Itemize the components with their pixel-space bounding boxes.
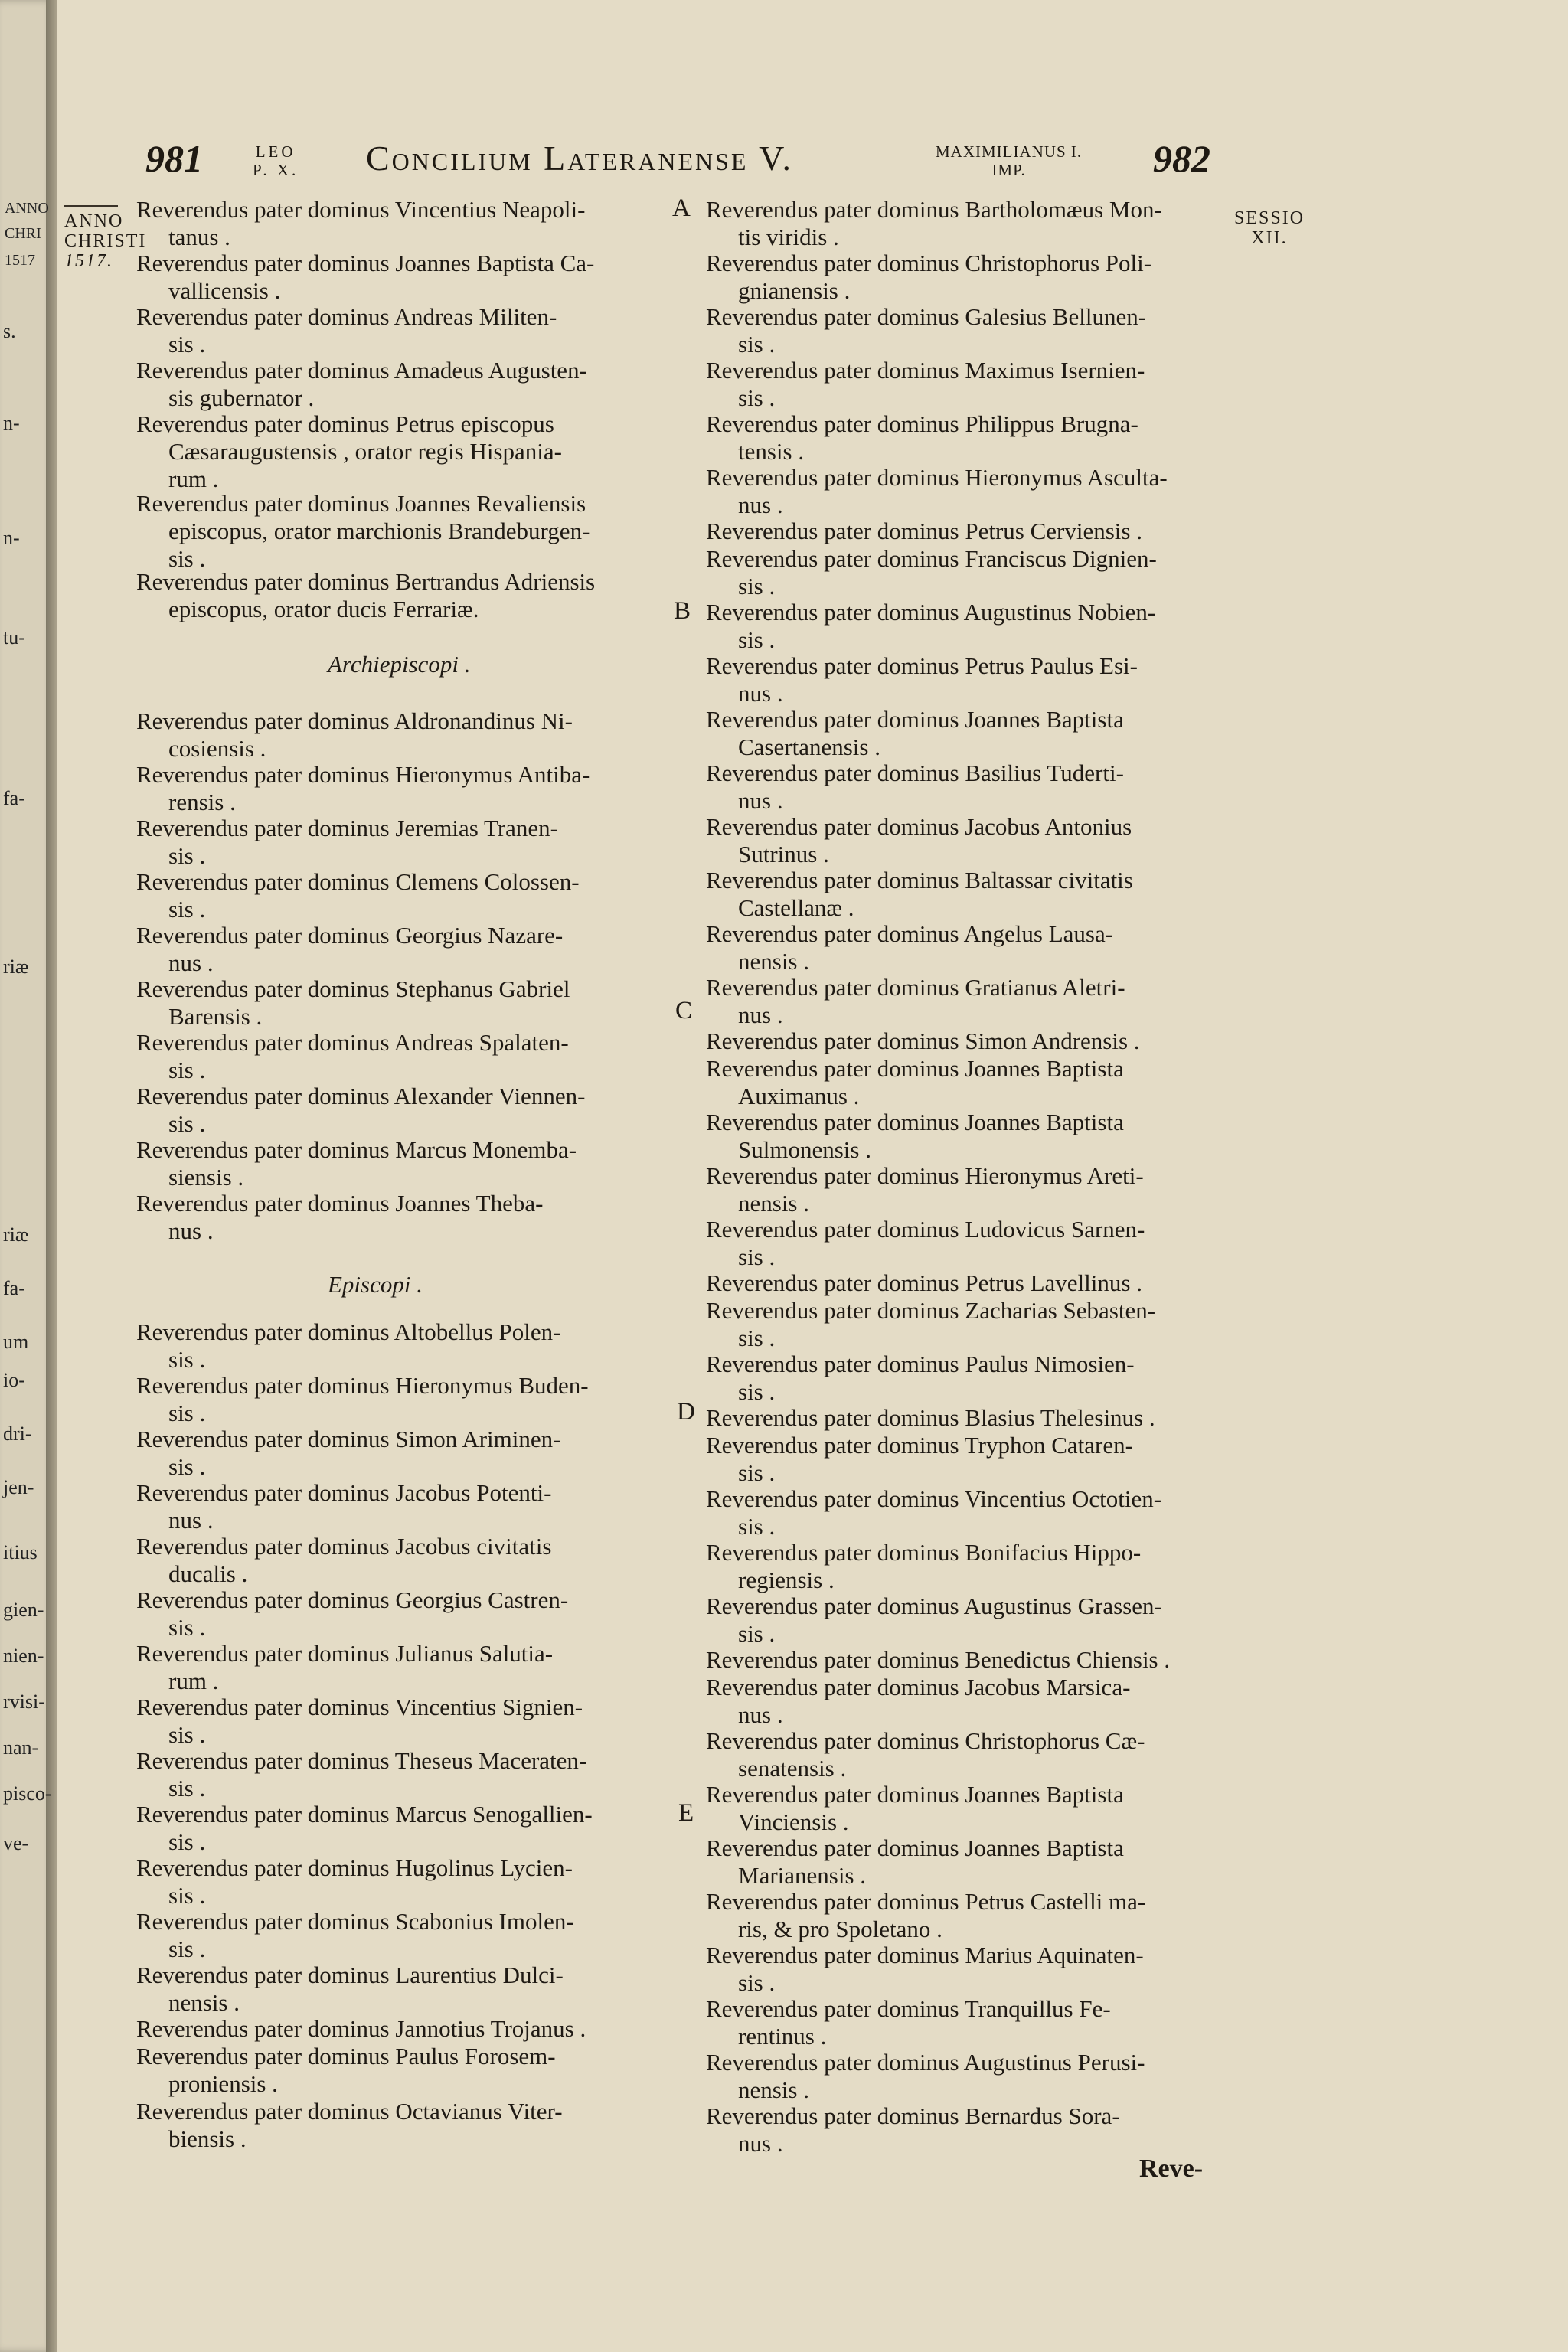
- entry-line: proniensis .: [168, 2070, 278, 2097]
- entry-line: Reverendus pater dominus Andreas Spalaten-: [136, 1029, 569, 1056]
- list-entry: [706, 1109, 1124, 1164]
- entry-line: Reverendus pater dominus Hieronymus Antiba-: [136, 761, 590, 788]
- facing-page-fragment: fa-: [3, 787, 25, 809]
- list-entry: [706, 464, 1168, 519]
- entry-line: nus .: [738, 1701, 783, 1728]
- list-entry: [706, 1995, 1111, 2050]
- facing-page-fragment: ANNO: [5, 200, 49, 217]
- entry-line: nensis .: [168, 1989, 240, 2016]
- facing-page-fragment: nien-: [3, 1645, 44, 1667]
- list-entry: [706, 1781, 1124, 1836]
- list-entry: [706, 1269, 1142, 1297]
- entry-line: Castellanæ .: [738, 894, 854, 921]
- entry-line: Reverendus pater dominus Petrus episcopus: [136, 410, 554, 437]
- list-entry: [136, 357, 587, 412]
- entry-line: Auximanus .: [738, 1083, 860, 1109]
- facing-page-fragment: n-: [3, 412, 20, 434]
- entry-line: sis .: [168, 1775, 206, 1802]
- entry-line: Reverendus pater dominus Baltassar civitatis: [706, 867, 1133, 893]
- entry-line: sis .: [168, 1614, 206, 1641]
- entry-line: Vinciensis .: [738, 1808, 849, 1835]
- entry-line: Reverendus pater dominus Simon Andrensis .: [706, 1027, 1140, 1054]
- entry-line: sis .: [168, 1400, 206, 1426]
- section-letter: C: [675, 997, 693, 1024]
- entry-line: Reverendus pater dominus Galesius Bellunen-: [706, 303, 1147, 330]
- list-entry: [136, 250, 594, 305]
- entry-line: Reverendus pater dominus Joannes Revaliensis: [136, 490, 586, 517]
- list-entry: [706, 1216, 1145, 1271]
- entry-line: Reverendus pater dominus Joannes Baptista Ca-: [136, 250, 595, 276]
- list-entry: [706, 1592, 1162, 1648]
- anno-label: ANNO: [64, 211, 124, 231]
- entry-line: Reverendus pater dominus Altobellus Polen-: [136, 1318, 561, 1345]
- facing-page-fragment: s.: [3, 320, 16, 342]
- entry-line: Reverendus pater dominus Joannes Baptista: [706, 1109, 1124, 1135]
- entry-line: Reverendus pater dominus Joannes Baptista: [706, 1055, 1124, 1082]
- entry-line: nus .: [738, 1001, 783, 1028]
- entry-line: vallicensis .: [168, 277, 281, 304]
- list-entry: [136, 1136, 577, 1191]
- anno-christi-note: [64, 211, 146, 271]
- list-entry: [706, 706, 1124, 761]
- entry-line: Reverendus pater dominus Marcus Senogallien-: [136, 1801, 593, 1828]
- entry-line: Reverendus pater dominus Augustinus Grassen-: [706, 1592, 1162, 1619]
- entry-line: Reverendus pater dominus Basilius Tuderti-: [706, 760, 1124, 786]
- list-entry: [706, 1027, 1140, 1055]
- entry-line: episcopus, orator ducis Ferrariæ.: [168, 596, 479, 622]
- list-entry: [706, 2049, 1145, 2104]
- entry-line: rum .: [168, 466, 219, 492]
- list-entry: [136, 1372, 589, 1427]
- facing-page-fragment: rvisi-: [3, 1690, 45, 1713]
- facing-page-fragment: itius: [3, 1541, 38, 1563]
- entry-line: sis .: [168, 842, 206, 869]
- entry-line: Reverendus pater dominus Bertrandus Adriensis: [136, 568, 596, 595]
- entry-line: Reverendus pater dominus Theseus Maceraten-: [136, 1747, 587, 1774]
- list-entry: [136, 707, 573, 763]
- facing-page-fragment: um: [3, 1331, 29, 1353]
- entry-line: Reverendus pater dominus Scabonius Imolen-: [136, 1908, 574, 1935]
- emperor-label: [936, 142, 1082, 179]
- entry-line: nus .: [168, 1217, 214, 1244]
- list-entry: [706, 1432, 1133, 1487]
- entry-line: Reverendus pater dominus Benedictus Chiensis .: [706, 1646, 1171, 1673]
- entry-line: Barensis .: [168, 1003, 263, 1030]
- facing-page-fragment: 1517: [5, 252, 35, 269]
- entry-line: Sutrinus .: [738, 841, 829, 867]
- entry-line: sis .: [738, 1378, 776, 1405]
- entry-line: Reverendus pater dominus Philippus Brugna-: [706, 410, 1138, 437]
- facing-page-fragment: io-: [3, 1369, 25, 1391]
- entry-line: Reverendus pater dominus Gratianus Aletri-: [706, 974, 1125, 1001]
- list-entry: [136, 2098, 563, 2153]
- list-entry: [136, 975, 570, 1031]
- year-label: 1517.: [64, 251, 113, 271]
- entry-line: Reverendus pater dominus Augustinus Perusi-: [706, 2049, 1145, 2076]
- entry-line: sis .: [168, 1346, 206, 1373]
- entry-line: Reverendus pater dominus Hugolinus Lycien-: [136, 1854, 573, 1881]
- entry-line: nus .: [738, 492, 783, 518]
- entry-line: sis .: [168, 896, 206, 923]
- entry-line: Reverendus pater dominus Georgius Nazare-: [136, 922, 564, 949]
- facing-page-fragment: dri-: [3, 1423, 32, 1445]
- list-entry: [136, 1029, 569, 1084]
- entry-line: Reverendus pater dominus Stephanus Gabriel: [136, 975, 570, 1002]
- list-entry: [706, 1351, 1135, 1406]
- entry-line: Reverendus pater dominus Jannotius Trojanus .: [136, 2015, 586, 2042]
- entry-line: Reverendus pater dominus Vincentius Signien-: [136, 1694, 583, 1720]
- entry-line: sis .: [738, 1513, 776, 1540]
- sessio-label: SESSIO: [1234, 208, 1305, 228]
- entry-line: sis .: [738, 626, 776, 653]
- entry-line: sis .: [168, 1828, 206, 1855]
- entry-line: Reverendus pater dominus Bartholomæus Mon-: [706, 196, 1162, 223]
- list-entry: [136, 410, 562, 493]
- entry-line: Reverendus pater dominus Clemens Colossen-: [136, 868, 580, 895]
- entry-line: Reverendus pater dominus Paulus Nimosien-: [706, 1351, 1135, 1377]
- entry-line: sis .: [738, 1243, 776, 1270]
- list-entry: [706, 652, 1138, 707]
- entry-line: Reverendus pater dominus Julianus Salutia-: [136, 1640, 554, 1667]
- entry-line: Reverendus pater dominus Zacharias Sebasten-: [706, 1297, 1156, 1324]
- section-letter: D: [677, 1398, 695, 1426]
- list-entry: [706, 867, 1133, 922]
- list-entry: [136, 1426, 560, 1481]
- entry-line: rum .: [168, 1668, 219, 1694]
- entry-line: regiensis .: [738, 1566, 835, 1593]
- entry-line: sis .: [738, 1620, 776, 1647]
- anno-rule: [64, 205, 118, 207]
- facing-page-fragment: CHRI: [5, 225, 41, 242]
- list-entry: [136, 568, 595, 623]
- facing-page-fragment: riæ: [3, 956, 29, 978]
- entry-line: siensis .: [168, 1164, 244, 1191]
- entry-line: sis .: [168, 1721, 206, 1748]
- entry-line: Reverendus pater dominus Octavianus Viter-: [136, 2098, 563, 2125]
- list-entry: [136, 2015, 586, 2043]
- list-entry: [706, 760, 1124, 815]
- entry-line: Reverendus pater dominus Jacobus Potenti-: [136, 1479, 552, 1506]
- list-entry: [136, 1694, 583, 1749]
- list-entry: [136, 1190, 543, 1245]
- list-entry: [706, 1646, 1170, 1674]
- entry-line: Reverendus pater dominus Augustinus Nobien-: [706, 599, 1156, 626]
- list-entry: [136, 1747, 586, 1802]
- list-entry: [706, 518, 1142, 545]
- entry-line: senatensis .: [738, 1755, 847, 1782]
- facing-page-fragment: ve-: [3, 1832, 29, 1854]
- list-entry: [706, 1297, 1155, 1352]
- entry-line: sis gubernator .: [168, 384, 315, 411]
- facing-page-fragment: gien-: [3, 1599, 44, 1621]
- entry-line: ris, & pro Spoletano .: [738, 1916, 942, 1942]
- list-entry: [706, 920, 1113, 975]
- entry-line: tensis .: [738, 438, 805, 465]
- section-letter: A: [672, 194, 691, 222]
- entry-line: ducalis .: [168, 1560, 248, 1587]
- entry-line: Reverendus pater dominus Joannes Baptista: [706, 1834, 1124, 1861]
- entry-line: Reverendus pater dominus Hieronymus Areti-: [706, 1162, 1144, 1189]
- list-entry: [706, 357, 1145, 412]
- list-entry: [136, 2043, 556, 2098]
- left-page-number: 981: [145, 137, 203, 180]
- list-entry: [136, 868, 580, 923]
- facing-page-fragment: tu-: [3, 626, 25, 648]
- entry-line: sis .: [738, 1969, 776, 1996]
- facing-page-fragment: pisco-: [3, 1782, 52, 1805]
- list-entry: [136, 815, 558, 870]
- facing-page-fragment: fa-: [3, 1277, 25, 1299]
- facing-page-fragment: nan-: [3, 1736, 39, 1759]
- entry-line: Reverendus pater dominus Joannes Baptista: [706, 706, 1124, 733]
- facing-page-fragment: n-: [3, 527, 20, 549]
- list-entry: [136, 1908, 574, 1963]
- list-entry: [136, 1318, 560, 1374]
- entry-line: Reverendus pater dominus Tryphon Cataren-: [706, 1432, 1133, 1459]
- list-entry: [706, 599, 1155, 654]
- entry-line: Reverendus pater dominus Jeremias Tranen-: [136, 815, 558, 841]
- entry-line: Reverendus pater dominus Marius Aquinaten-: [706, 1942, 1144, 1968]
- running-title: Concilium Lateranense V.: [366, 139, 793, 178]
- entry-line: Reverendus pater dominus Joannes Baptista: [706, 1781, 1124, 1808]
- pope-number: P. X.: [253, 161, 299, 179]
- entry-line: rentinus .: [738, 2023, 827, 2050]
- emperor-title: IMP.: [991, 161, 1026, 179]
- entry-line: sis .: [738, 1325, 776, 1351]
- list-entry: [706, 250, 1152, 305]
- list-entry: [706, 1404, 1155, 1432]
- section-letter: B: [674, 597, 691, 625]
- section-heading: Archiepiscopi .: [328, 651, 471, 678]
- entry-line: nensis .: [738, 1190, 809, 1217]
- entry-line: sis .: [168, 1936, 206, 1962]
- entry-line: tanus .: [168, 224, 230, 250]
- emperor-name: MAXIMILIANUS I.: [936, 142, 1083, 161]
- entry-line: Reverendus pater dominus Christophorus Poli-: [706, 250, 1152, 276]
- list-entry: [136, 1533, 551, 1588]
- list-entry: [706, 545, 1157, 600]
- list-entry: [706, 1055, 1124, 1110]
- list-entry: [706, 974, 1125, 1029]
- entry-line: Reverendus pater dominus Blasius Thelesinus .: [706, 1404, 1155, 1431]
- entry-line: rensis .: [168, 789, 236, 815]
- entry-line: nus .: [738, 680, 783, 707]
- entry-line: sis .: [738, 331, 776, 358]
- list-entry: [706, 1834, 1124, 1890]
- pope-label: [253, 142, 299, 179]
- list-entry: [136, 1801, 593, 1856]
- facing-page-fragment: jen-: [3, 1476, 34, 1498]
- entry-line: sis .: [738, 384, 776, 411]
- entry-line: Reverendus pater dominus Ludovicus Sarnen-: [706, 1216, 1145, 1243]
- entry-line: Sulmonensis .: [738, 1136, 871, 1163]
- entry-line: biensis .: [168, 2125, 247, 2152]
- entry-line: Reverendus pater dominus Vincentius Octotien-: [706, 1485, 1162, 1512]
- entry-line: Reverendus pater dominus Amadeus Augusten-: [136, 357, 587, 384]
- list-entry: [136, 1586, 568, 1642]
- entry-line: sis .: [168, 1453, 206, 1480]
- pope-name: LEO: [255, 142, 296, 161]
- entry-line: Reverendus pater dominus Paulus Forosem-: [136, 2043, 556, 2069]
- list-entry: [706, 1888, 1145, 1943]
- entry-line: nensis .: [738, 948, 809, 975]
- entry-line: Reverendus pater dominus Angelus Lausa-: [706, 920, 1114, 947]
- entry-line: Reverendus pater dominus Georgius Castren-: [136, 1586, 569, 1613]
- entry-line: Reverendus pater dominus Petrus Castelli ma-: [706, 1888, 1146, 1915]
- list-entry: [136, 303, 557, 358]
- entry-line: nus .: [168, 949, 214, 976]
- list-entry: [136, 1640, 553, 1695]
- list-entry: [706, 1727, 1145, 1782]
- entry-line: Reverendus pater dominus Joannes Theba-: [136, 1190, 544, 1217]
- list-entry: [706, 2102, 1120, 2158]
- entry-line: Reverendus pater dominus Petrus Lavellinus .: [706, 1269, 1142, 1296]
- entry-line: nensis .: [738, 2076, 809, 2103]
- list-entry: [136, 1854, 573, 1909]
- session-number: XII.: [1251, 228, 1288, 248]
- entry-line: Reverendus pater dominus Hieronymus Buden-: [136, 1372, 589, 1399]
- entry-line: sis .: [168, 545, 206, 572]
- entry-line: Reverendus pater dominus Aldronandinus Ni-: [136, 707, 573, 734]
- list-entry: [706, 410, 1138, 466]
- list-entry: [136, 922, 563, 977]
- list-entry: [706, 1162, 1144, 1217]
- entry-line: Reverendus pater dominus Petrus Paulus Esi-: [706, 652, 1138, 679]
- list-entry: [706, 1942, 1144, 1997]
- entry-line: Reverendus pater dominus Bernardus Sora-: [706, 2102, 1120, 2129]
- entry-line: Reverendus pater dominus Hieronymus Asculta-: [706, 464, 1168, 491]
- entry-line: Reverendus pater dominus Franciscus Dignien-: [706, 545, 1157, 572]
- list-entry: [706, 303, 1146, 358]
- entry-line: Reverendus pater dominus Jacobus Antonius: [706, 813, 1132, 840]
- entry-line: Reverendus pater dominus Bonifacius Hippo-: [706, 1539, 1142, 1566]
- list-entry: [706, 813, 1132, 868]
- entry-line: sis .: [168, 1110, 206, 1137]
- facing-page-fragment: riæ: [3, 1223, 29, 1246]
- list-entry: [136, 761, 590, 816]
- list-entry: [706, 1485, 1161, 1540]
- right-page-number: 982: [1153, 137, 1210, 180]
- entry-line: Reverendus pater dominus Andreas Militen-: [136, 303, 557, 330]
- entry-line: nus .: [738, 787, 783, 814]
- list-entry: [706, 1674, 1130, 1729]
- entry-line: Reverendus pater dominus Laurentius Dulci-: [136, 1962, 564, 1988]
- entry-line: sis .: [738, 573, 776, 599]
- list-entry: [706, 1539, 1141, 1594]
- entry-line: Reverendus pater dominus Vincentius Neapoli-: [136, 196, 586, 223]
- entry-line: Reverendus pater dominus Marcus Monemba-: [136, 1136, 577, 1163]
- list-entry: [136, 196, 585, 251]
- list-entry: [136, 1083, 585, 1138]
- entry-line: gnianensis .: [738, 277, 851, 304]
- entry-line: sis .: [168, 1882, 206, 1909]
- catchword: Reve-: [1139, 2154, 1204, 2183]
- section-letter: E: [678, 1799, 694, 1827]
- entry-line: Reverendus pater dominus Petrus Cerviensis .: [706, 518, 1142, 544]
- section-heading: Episcopi .: [328, 1271, 423, 1298]
- list-entry: [706, 196, 1162, 251]
- entry-line: Cæsaraugustensis , orator regis Hispania-: [168, 438, 562, 465]
- entry-line: Reverendus pater dominus Jacobus Marsica-: [706, 1674, 1131, 1700]
- session-note: [1234, 208, 1305, 248]
- list-entry: [136, 1479, 551, 1534]
- entry-line: Reverendus pater dominus Jacobus civitatis: [136, 1533, 552, 1560]
- entry-line: sis .: [738, 1459, 776, 1486]
- entry-line: Reverendus pater dominus Maximus Isernien-: [706, 357, 1145, 384]
- entry-line: Reverendus pater dominus Alexander Viennen-: [136, 1083, 586, 1109]
- list-entry: [136, 1962, 564, 2017]
- entry-line: Reverendus pater dominus Simon Ariminen-: [136, 1426, 561, 1452]
- christi-label: CHRISTI: [64, 231, 147, 251]
- entry-line: sis .: [168, 1057, 206, 1083]
- entry-line: Marianensis .: [738, 1862, 867, 1889]
- entry-line: nus .: [168, 1507, 214, 1534]
- entry-line: tis viridis .: [738, 224, 839, 250]
- list-entry: [136, 490, 590, 573]
- entry-line: Reverendus pater dominus Christophorus Cæ-: [706, 1727, 1145, 1754]
- entry-line: cosiensis .: [168, 735, 266, 762]
- entry-line: Casertanensis .: [738, 733, 880, 760]
- entry-line: nus .: [738, 2130, 783, 2157]
- entry-line: episcopus, orator marchionis Brandeburgen-: [168, 518, 590, 544]
- entry-line: sis .: [168, 331, 206, 358]
- entry-line: Reverendus pater dominus Tranquillus Fe-: [706, 1995, 1111, 2022]
